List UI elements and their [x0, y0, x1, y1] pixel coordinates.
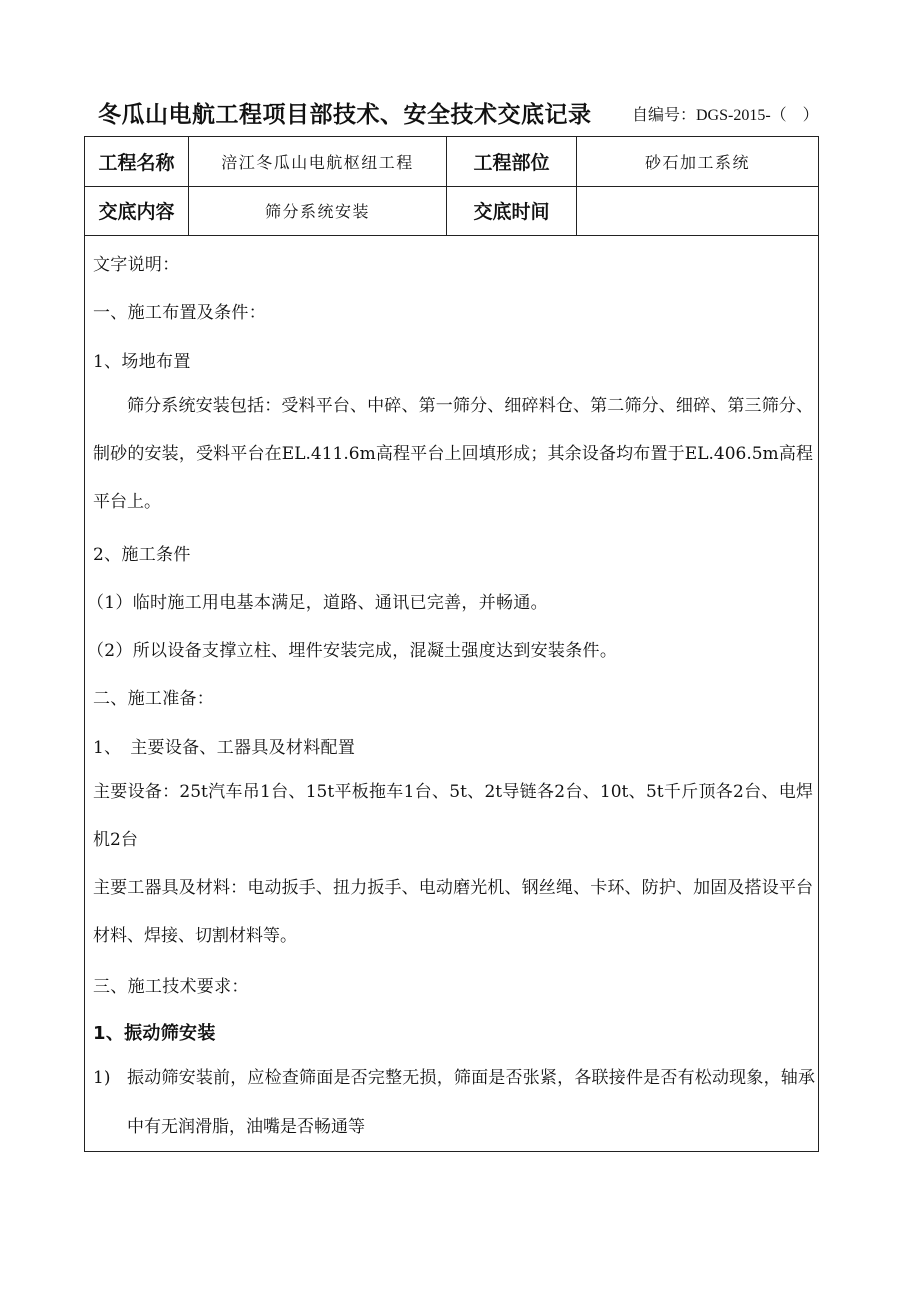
section-1-1-text: 筛分系统安装包括：受料平台、中碎、第一筛分、细碎料仓、第二筛分、细碎、第三筛分、制砂的安装，受料平台在EL.411.6m高程平台上回填形成；其余设备均布置于EL.406.5m高程平台上。 [93, 396, 813, 512]
project-name-value-cell [189, 137, 447, 186]
section-2-title: 二、施工准备： [93, 689, 215, 709]
section-2-1-title: 1、 主要设备、工器具及材料配置 [93, 738, 356, 758]
section-1-1-title: 1、场地布置 [93, 352, 191, 372]
project-part-value-cell [577, 137, 818, 186]
section-3-title: 三、施工技术要求： [93, 977, 249, 997]
section-1-2-item-1: （1）临时施工用电基本满足，道路、通讯已完善，并畅通。 [87, 593, 548, 613]
time-label: 交底时间 [473, 201, 550, 223]
section-3-1-title: 1、振动筛安装 [93, 1023, 216, 1044]
disclosure-form [84, 136, 819, 1152]
content-value-cell [189, 186, 447, 235]
intro-text: 文字说明： [93, 255, 180, 275]
item-1-text: 振动筛安装前，应检查筛面是否完整无损，筛面是否张紧，各联接件是否有松动现象，轴承中有无润滑脂，油嘴是否畅通等 [127, 1068, 815, 1137]
time-label-cell [447, 186, 577, 235]
content-label: 交底内容 [98, 201, 175, 223]
section-1-2-title: 2、施工条件 [93, 545, 191, 565]
form-row-1 [85, 137, 818, 187]
project-name-label-cell [85, 137, 189, 186]
content-label-cell [85, 186, 189, 235]
project-part-label: 工程部位 [473, 152, 550, 174]
project-part-value: 砂石加工系统 [644, 153, 750, 172]
section-2-equipment: 主要设备：25t汽车吊1台、15t平板拖车1台、5t、2t导链各2台、10t、5t千斤顶各2台、电焊机2台 [93, 782, 813, 850]
project-name-label: 工程名称 [98, 152, 175, 174]
section-1-title: 一、施工布置及条件： [93, 303, 266, 323]
section-1-2-item-2: （2）所以设备支撑立柱、埋件安装完成，混凝土强度达到安装条件。 [87, 641, 618, 661]
title-row [84, 96, 844, 132]
time-value-cell [577, 186, 818, 235]
item-1-number: 1) [93, 1068, 111, 1088]
serial-number: 自编号：DGS-2015-（ ） [632, 107, 819, 124]
project-name-value: 涪江冬瓜山电航枢纽工程 [221, 153, 414, 172]
document-title: 冬瓜山电航工程项目部技术、安全技术交底记录 [98, 102, 592, 128]
section-2-tools: 主要工器具及材料：电动扳手、扭力扳手、电动磨光机、钢丝绳、卡环、防护、加固及搭设平台材料、焊接、切割材料等。 [93, 878, 813, 946]
content-value: 筛分系统安装 [264, 202, 370, 221]
form-row-2 [85, 186, 818, 236]
project-part-label-cell [447, 137, 577, 186]
